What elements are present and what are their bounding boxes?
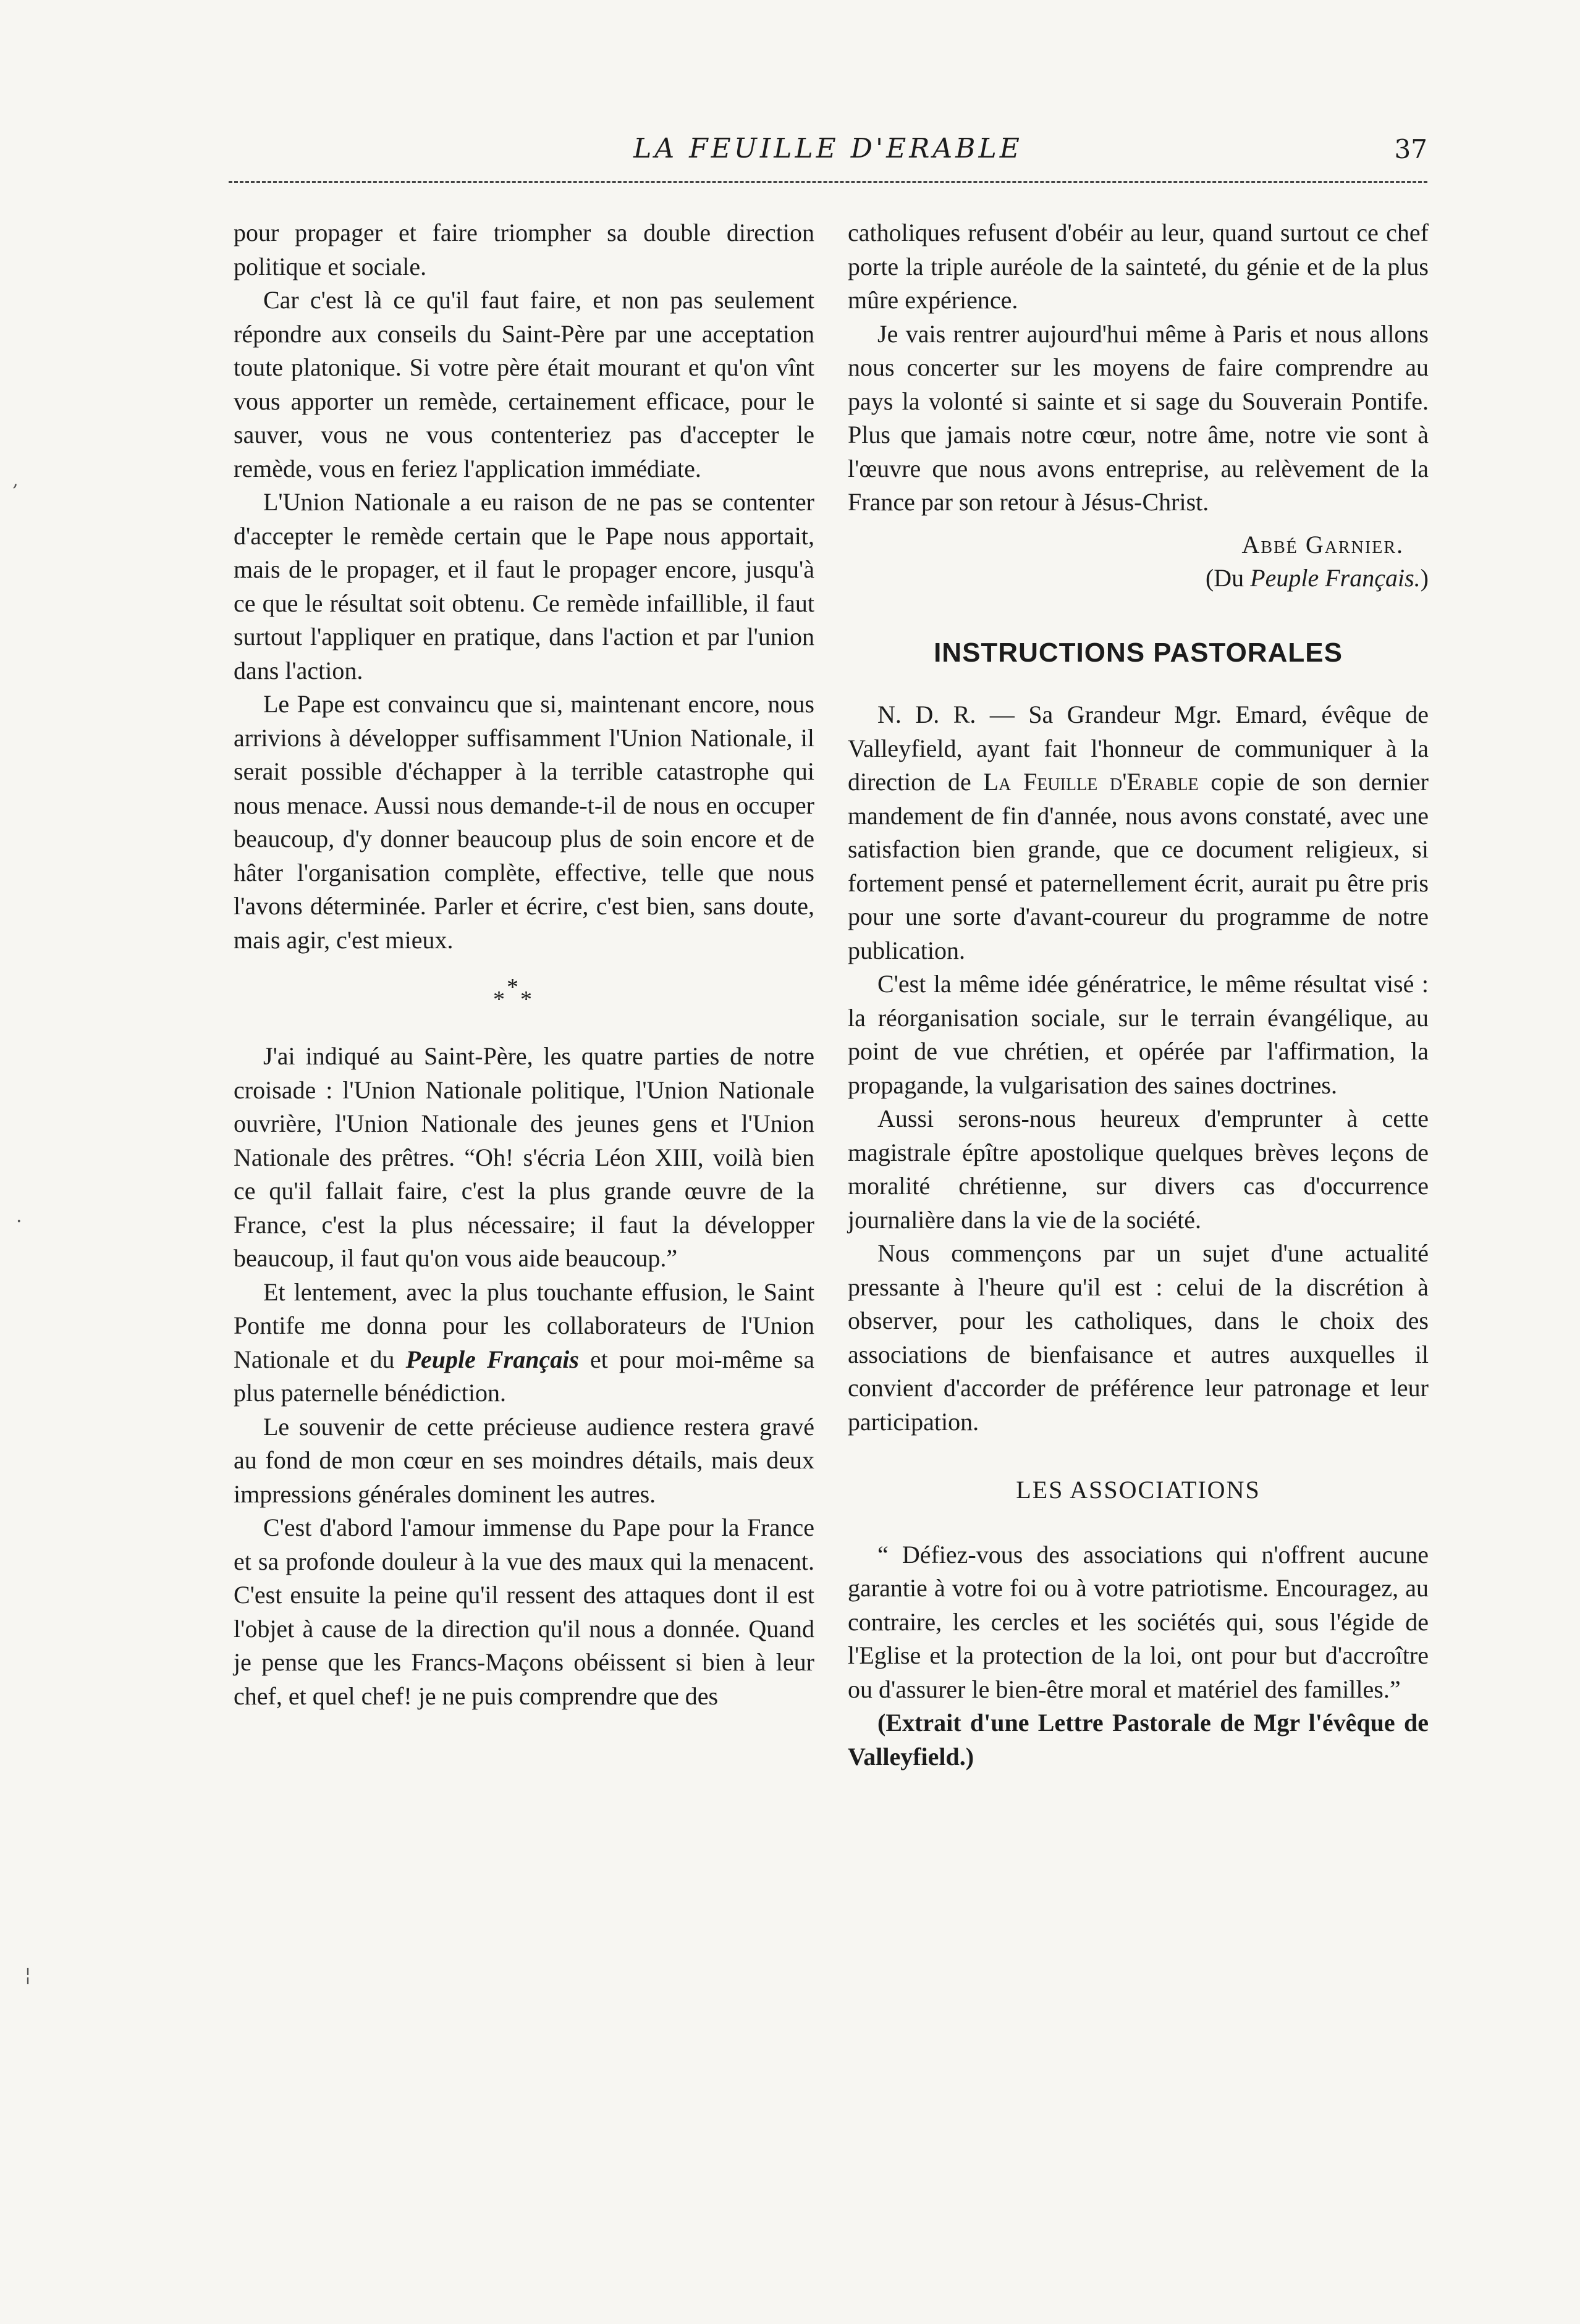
left-column [234, 216, 814, 1713]
sub-heading: LES ASSOCIATIONS [1016, 1476, 1261, 1504]
header-rule [229, 181, 1427, 183]
paragraph-text: et pour moi-même sa plus paternelle bénédiction. [234, 1345, 815, 1407]
quote-paragraph: “ Défiez-vous des associations qui n'offrent aucune garantie à votre foi ou à votre patriotisme. Encouragez, au contraire, les cercles et les sociétés qui, sous l'égide de l'Eglise et la protection de la loi, ont pour but d'accroître ou d'assurer le bien-être moral et matériel des familles.” [848, 1540, 1429, 1703]
paragraph: C'est la même idée génératrice, le même résultat visé : la réorganisation sociale, sur le terrain évangélique, au point de vue chrétien, et opérée par l'affirmation, la propagande, la vulgarisation des saines doctrines. [848, 970, 1429, 1099]
signature-block [848, 528, 1429, 596]
paragraph: C'est d'abord l'amour immense du Pape pour la France et sa profonde douleur à la vue des maux qui la menacent. C'est ensuite la peine qu'il ressent des attaques dont il est l'objet à cause de la direction qu'il nous a donnée. Quand je pense que les Francs-Maçons obéissent si bien à leur chef, et quel chef! je ne puis comprendre que des [234, 1514, 814, 1710]
extract-note: (Extrait d'une Lettre Pastorale de Mgr l'évêque de Valleyfield.) [848, 1709, 1429, 1770]
asterism-divider [234, 973, 814, 1016]
asterism-star: * [493, 987, 505, 1013]
paragraph-text: copie de son dernier mandement de fin d'année, nous avons constaté, avec une satisfaction bien grande, que ce document religieux, si fortement pensé et paternellement écrit, aurait pu être pris pour une sorte d'avant-coureur du programme de notre publication. [848, 768, 1429, 964]
paragraph: Le souvenir de cette précieuse audience restera gravé au fond de mon cœur en ses moindres détails, mais deux impressions générales dominent les autres. [234, 1412, 814, 1508]
paragraph: Nous commençons par un sujet d'une actualité pressante à l'heure qu'il est : celui de la discrétion à observer, pour les catholiques, dans le choix des associations de bienfaisance et autres auxquelles il convient d'accorder de préférence leur patronage et leur participation. [848, 1239, 1429, 1436]
paragraph: Aussi serons-nous heureux d'emprunter à cette magistrale épître apostolique quelques brèves leçons de moralité chrétienne, sur divers cas d'occurrence journalière dans la vie de la société. [848, 1105, 1429, 1234]
scan-mark: ¦ [25, 1964, 32, 1986]
publication-title: Peuple Français. [1250, 564, 1421, 592]
asterism-star: * [520, 987, 532, 1013]
paragraph: Le Pape est convaincu que si, maintenant encore, nous arrivions à développer suffisamment l'Union Nationale, il serait possible d'échapper à la terrible catastrophe qui nous menace. Aussi nous demande-t-il de nous en occuper beaucoup, d'y donner beaucoup plus de soin encore et de hâter l'organisation complète, effective, telle que nous l'avons déterminée. Parler et écrire, c'est bien, sans doute, mais agir, c'est mieux. [234, 690, 814, 954]
paragraph: Je vais rentrer aujourd'hui même à Paris et nous allons nous concerter sur les moyens de faire comprendre au pays la volonté si sainte et si sage du Souverain Pontife. Plus que jamais notre cœur, notre âme, notre vie sont à l'œuvre que nous avons entreprise, au relèvement de la France par son retour à Jésus-Christ. [848, 319, 1429, 516]
paragraph-text: Et lentement, avec la plus touchante effusion, le Saint Pontife me donna pour les collaborateurs de l'Union Nationale et du [234, 1278, 814, 1373]
signature-name: Abbé Garnier. [1241, 530, 1404, 558]
right-column [848, 216, 1429, 1774]
paragraph: J'ai indiqué au Saint-Père, les quatre parties de notre croisade : l'Union Nationale politique, l'Union Nationale ouvrière, l'Union Nationale des jeunes gens et l'Union Nationale des prêtres. “Oh! s'écria Léon XIII, voilà bien ce qu'il fallait faire, c'est la plus grande œuvre de la France, c'est la plus nécessaire; il faut la développer beaucoup, il faut qu'on vous aide beaucoup.” [234, 1042, 814, 1272]
publication-title: La Feuille d'Erable [983, 768, 1199, 796]
paragraph: L'Union Nationale a eu raison de ne pas se contenter d'accepter le remède certain que le Pape nous apportait, mais de le propager, et il faut le propager encore, jusqu'à ce que le résultat soit obtenu. Ce remède infaillible, il faut surtout l'appliquer en pratique, dans l'action et par l'union dans l'action. [234, 488, 814, 684]
signature-source: (Du Peuple Français.) [1205, 564, 1429, 592]
paragraph: Car c'est là ce qu'il faut faire, et non pas seulement répondre aux conseils du Saint-Père par une acceptation toute platonique. Si votre père était mourant et qu'on vînt vous apporter un remède, certainement efficace, pour le sauver, vous ne vous contenteriez pas d'accepter le remède, vous en feriez l'application immédiate. [234, 286, 814, 482]
paragraph: pour propager et faire triompher sa double direction politique et sociale. [234, 219, 814, 280]
paragraph [848, 698, 1429, 967]
asterism-star: * [507, 974, 518, 1000]
publication-title: Peuple Français [405, 1345, 579, 1373]
paragraph [234, 1276, 814, 1410]
section-heading: INSTRUCTIONS PASTORALES [934, 637, 1343, 668]
paragraph-text: N. D. R. — Sa Grandeur Mgr. Emard, évêque de Valleyfield, ayant fait l'honneur de communiquer à la direction de [848, 701, 1429, 796]
page-header [229, 133, 1427, 182]
page-number: 37 [1394, 134, 1427, 164]
running-title: LA FEUILLE D'ERABLE [633, 133, 1023, 164]
scan-mark: ‚ [12, 469, 19, 491]
paragraph: catholiques refusent d'obéir au leur, quand surtout ce chef porte la triple auréole de la sainteté, du génie et de la plus mûre expérience. [848, 219, 1429, 314]
scan-mark: · [16, 1211, 22, 1232]
